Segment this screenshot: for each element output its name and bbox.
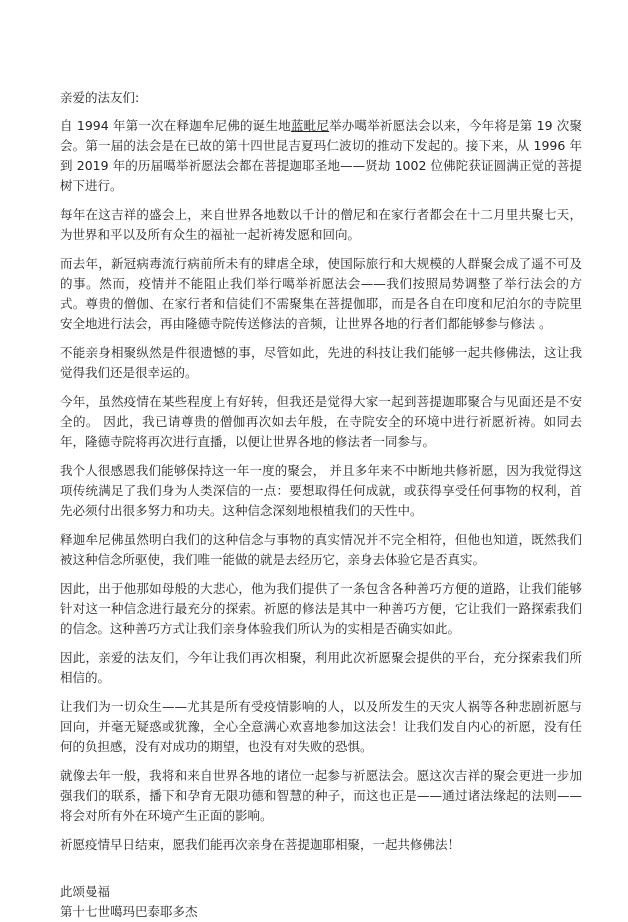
paragraph-11: 就像去年一般，我将和来自世界各地的诸位一起参与祈愿法会。愿这次吉祥的聚会更进一步加强我们的联系，播下和孕育无限功德和智慧的种子，而这也正是——通过诸法缘起的法则——将会对所有外在环境产生正面的影响。 [60,768,582,823]
letter-body [60,88,582,922]
paragraph-4: 不能亲身相聚纵然是件很遗憾的事，尽管如此，先进的科技让我们能够一起共修佛法，这让我觉得我们还是很幸运的。 [60,345,582,380]
paragraph-1-text-a: 自 1994 年第一次在释迦牟尼佛的诞生地 [60,118,291,133]
paragraph-2: 每年在这吉祥的盛会上，来自世界各地数以千计的僧尼和在家行者都会在十二月里共聚七天，为世界和平以及所有众生的福祉一起祈祷发愿和回向。 [60,207,582,242]
paragraph-10: 让我们为一切众生——尤其是所有受疫情影响的人，以及所发生的天灾人祸等各种悲剧祈愿与回向，并毫无疑惑或犹豫，全心全意满心欢喜地参加这法会！让我们发自内心的祈愿，没有任何的负担感，没有对成功的期望，也没有对失败的恐惧。 [60,699,582,754]
closing-spacer [60,864,582,882]
signature: 第十七世噶玛巴泰耶多杰 [60,904,198,919]
paragraph-7: 释迦牟尼佛虽然明白我们的这种信念与事物的真实情况并不完全相符，但他也知道，既然我们被这种信念所驱使，我们唯一能做的就是去经历它，亲身去体验它是否真实。 [60,532,582,567]
paragraph-3: 而去年，新冠病毒流行病前所未有的肆虐全球，使国际旅行和大规模的人群聚会成了遥不可及的事。然而，疫情并不能阻止我们举行噶举祈愿法会——我们按照局势调整了举行法会的方式。尊贵的僧伽、在家行者和信徒们不需聚集在菩提伽耶，而是各自在印度和尼泊尔的寺院里安全地进行法会，再由隆德寺院传送修法的音频，让世界各地的行者们都能够参与修法 。 [60,256,582,331]
paragraph-1 [60,116,582,196]
lumbini-link-text: 蓝毗尼 [290,118,330,133]
paragraph-12: 祈愿疫情早日结束，愿我们能再次亲身在菩提迦耶相聚，一起共修佛法！ [60,837,461,852]
paragraph-6: 我个人很感恩我们能够保持这一年一度的聚会， 并且多年来不中断地共修祈愿，因为我觉得这项传统满足了我们身为人类深信的一点：要想取得任何成就，或获得享受任何事物的权利，首先必须付出很多努力和功夫。这种信念深刻地根植我们的天性中。 [60,463,582,518]
paragraph-1-text-b: 举办噶举祈愿法会以来，今年将是第 19 次聚会。第一届的法会是在已故的第十四世昆吉夏玛仁波切的推动下发起的。接下来，从 1996 年到 2019 年的历届噶举祈愿法会都在菩提迦耶圣地——贤劫 1002 位佛陀获证圆满正觉的菩提树下进行。 [60,118,582,193]
paragraph-9: 因此，亲爱的法友们，今年让我们再次相聚，利用此次祈愿聚会提供的平台，充分探索我们所相信的。 [60,650,582,685]
paragraph-5: 今年，虽然疫情在某些程度上有好转，但我还是觉得大家一起到菩提迦耶聚合与见面还是不安全的。 因此，我已请尊贵的僧伽再次如去年般，在寺院安全的环境中进行祈愿祈祷。如同去年，隆德寺院将再次进行直播，以便让世界各地的修法者一同参与。 [60,394,582,449]
paragraph-8: 因此，出于他那如母般的大悲心，他为我们提供了一条包含各种善巧方便的道路，让我们能够针对这一种信念进行最充分的探索。祈愿的修法是其中一种善巧方便，它让我们一路探索我们的信念。这种善巧方式让我们亲身体验我们所认为的实相是否确实如此。 [60,581,582,636]
closing-phrase: 此颂曼福 [60,884,111,899]
salutation: 亲爱的法友们: [60,90,140,105]
